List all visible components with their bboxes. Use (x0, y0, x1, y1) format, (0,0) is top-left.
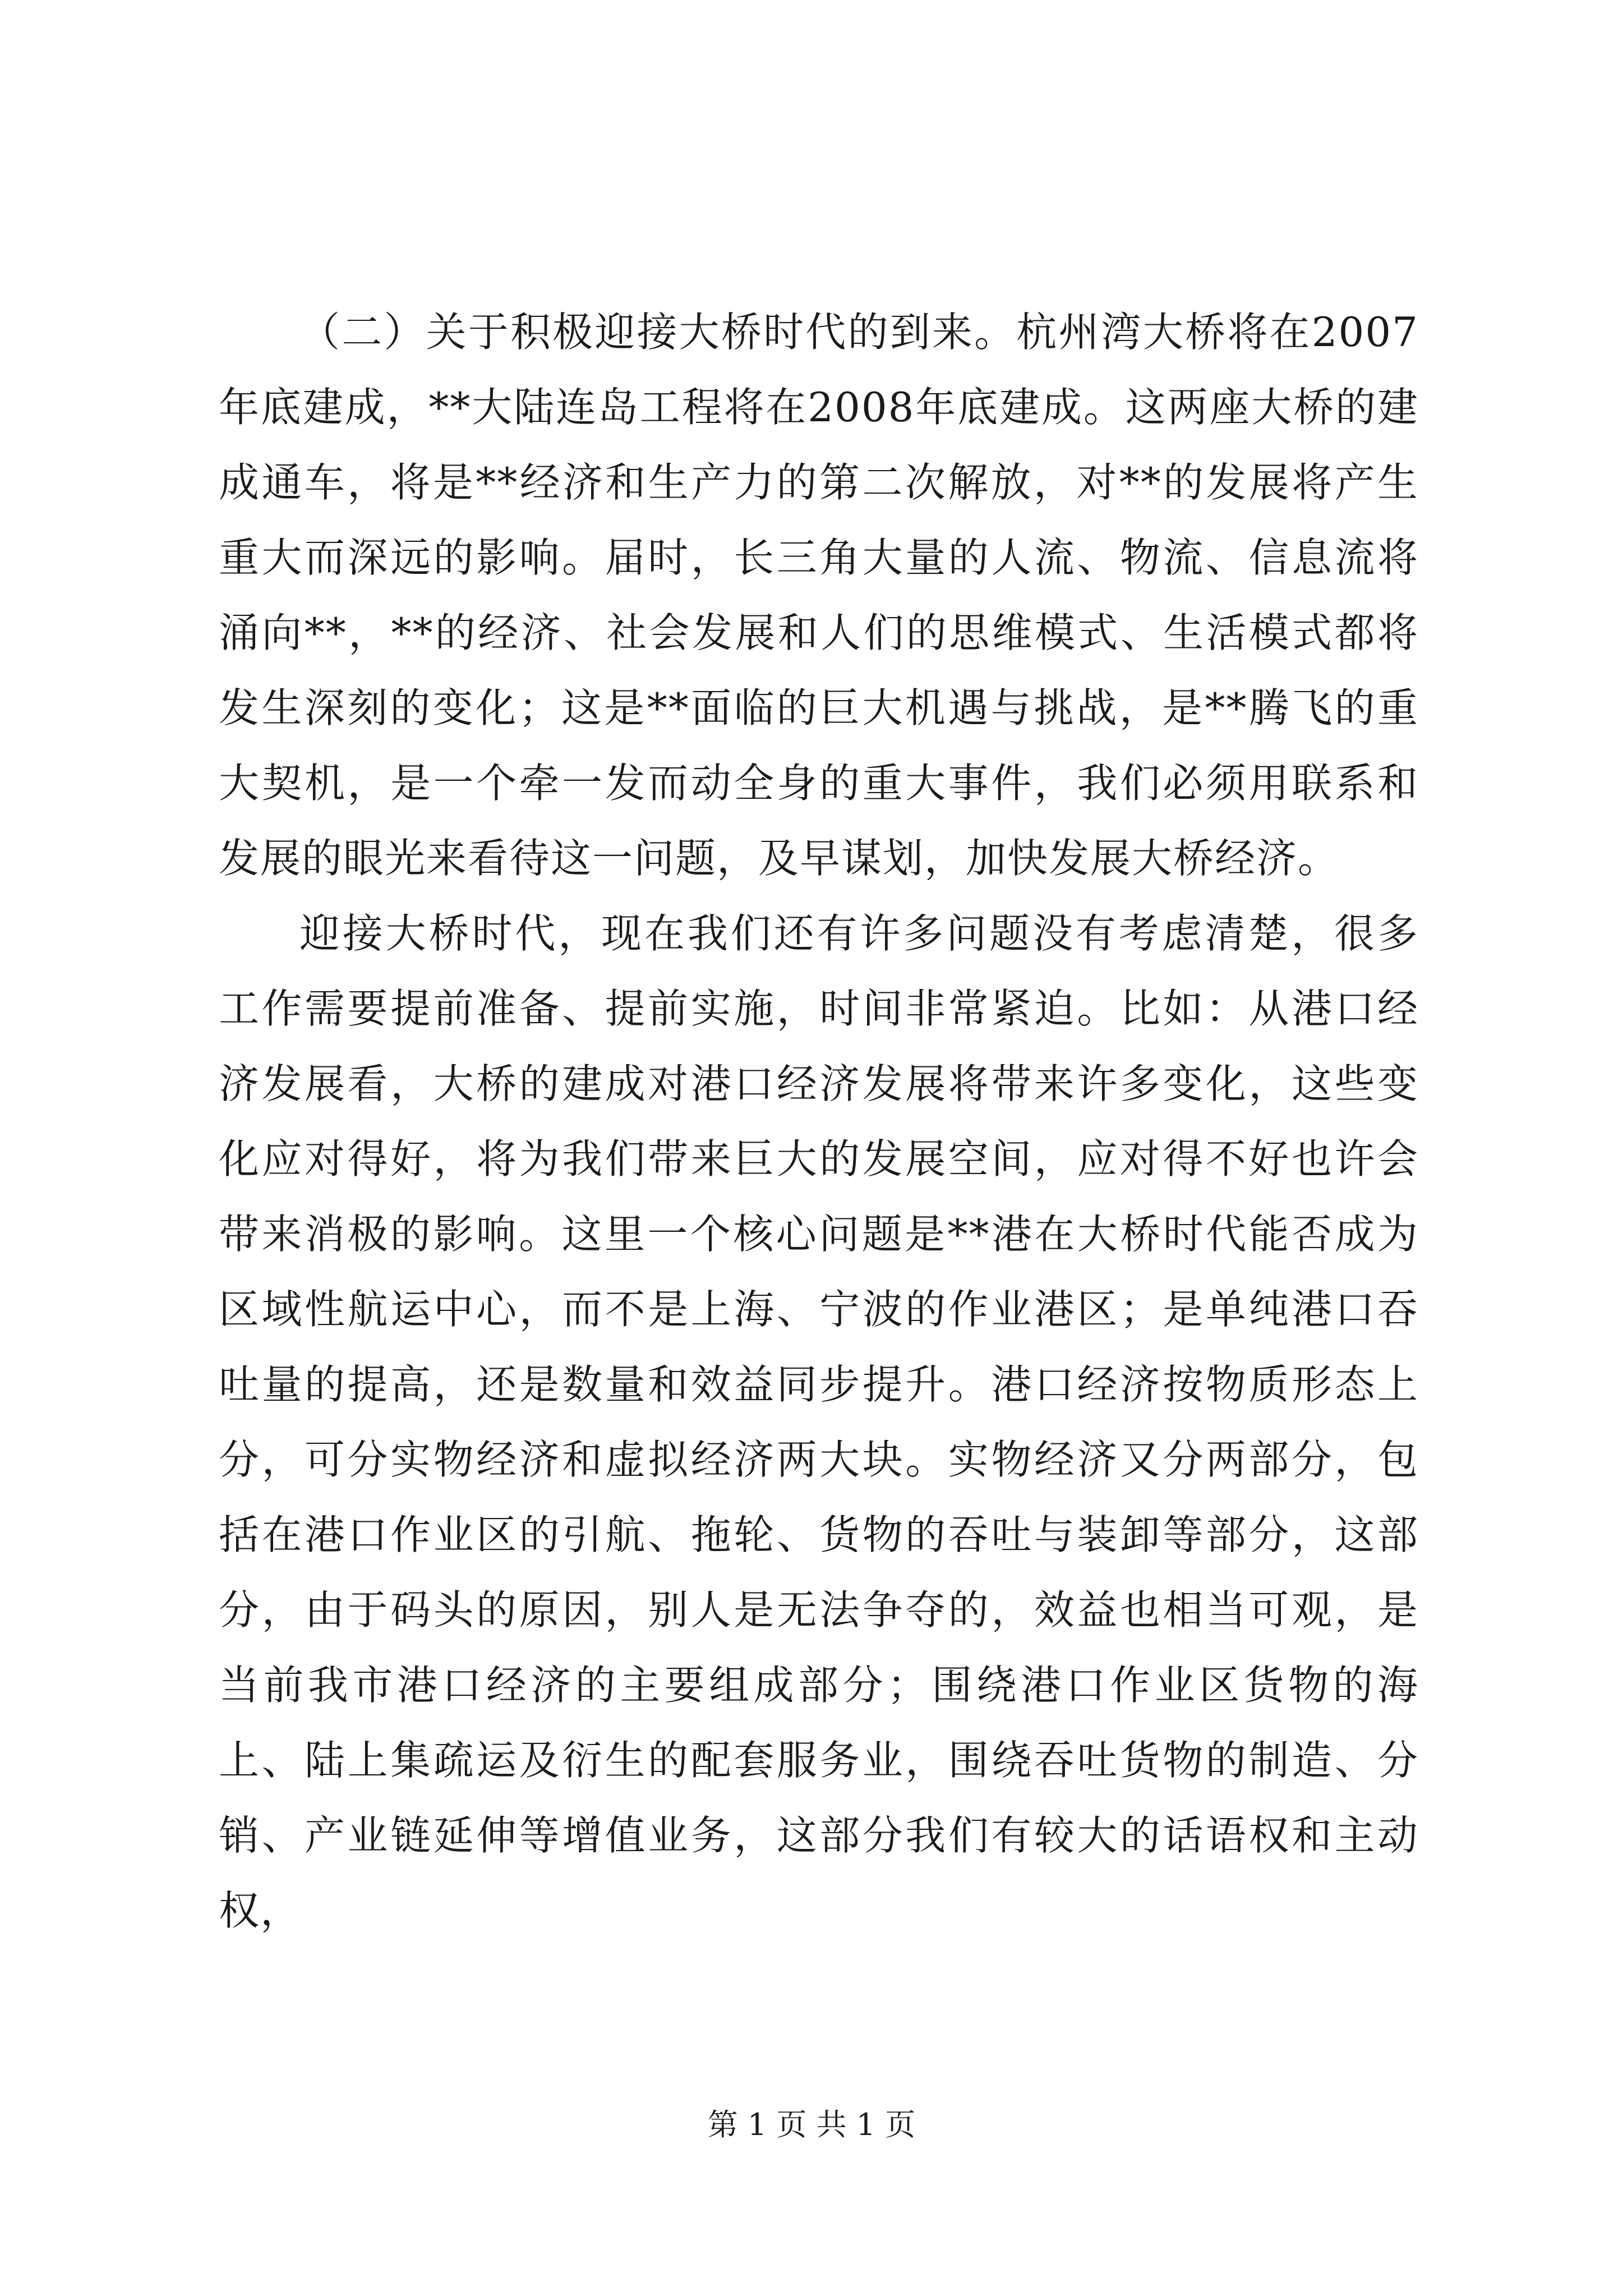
page-footer: 第 1 页 共 1 页 (707, 2107, 916, 2142)
paragraph-port-economy: 迎接大桥时代，现在我们还有许多问题没有考虑清楚，很多工作需要提前准备、提前实施，时间非常紧迫。比如：从港口经济发展看，大桥的建成对港口经济发展将带来许多变化，这些变化应对得好，将为我们带来巨大的发展空间，应对得不好也许会带来消极的影响。这里一个核心问题是**港在大桥时代能否成为区域性航运中心，而不是上海、宁波的作业港区；是单纯港口吞吐量的提高，还是数量和效益同步提升。港口经济按物质形态上分，可分实物经济和虚拟经济两大块。实物经济又分两部分，包括在港口作业区的引航、拖轮、货物的吞吐与装卸等部分，这部分，由于码头的原因，别人是无法争夺的，效益也相当可观，是当前我市港口经济的主要组成部分；围绕港口作业区货物的海上、陆上集疏运及衍生的配套服务业，围绕吞吐货物的制造、分销、产业链延伸等增值业务，这部分我们有较大的话语权和主动权， (219, 910, 1419, 1934)
paragraph-bridge-era: （二）关于积极迎接大桥时代的到来。杭州湾大桥将在2007年底建成，**大陆连岛工程将在2008年底建成。这两座大桥的建成通车，将是**经济和生产力的第二次解放，对**的发展将产生重大而深远的影响。届时，长三角大量的人流、物流、信息流将涌向**，**的经济、社会发展和人们的思维模式、生活模式都将发生深刻的变化；这是**面临的巨大机遇与挑战，是**腾飞的重大契机，是一个牵一发而动全身的重大事件，我们必须用联系和发展的眼光来看待这一问题，及早谋划，加快发展大桥经济。 (219, 309, 1419, 882)
document-body (219, 295, 1419, 1948)
